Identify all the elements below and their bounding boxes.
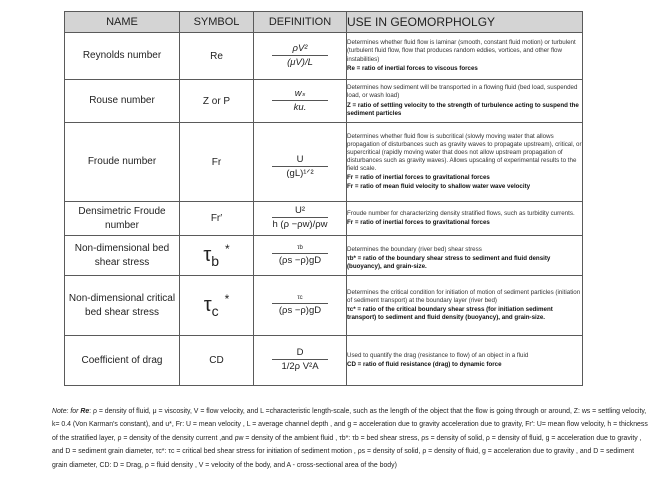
row-use (347, 276, 583, 336)
definition-numerator: U (272, 154, 328, 167)
row-definition (254, 276, 347, 336)
use-ratio: Re = ratio of inertial forces to viscous forces (347, 64, 478, 72)
row-symbol (180, 236, 254, 276)
definition-numerator: wₛ (272, 88, 328, 101)
symbol-sub: c (211, 303, 219, 319)
definition-numerator: ρV² (272, 43, 328, 56)
definition-numerator: τb (272, 244, 328, 254)
row-name: Non-dimensional critical bed shear stress (65, 276, 180, 336)
table-note (52, 405, 648, 472)
header-definition: DEFINITION (254, 12, 347, 33)
symbol-sup: * (224, 292, 230, 306)
note-prefix: Note: for (52, 408, 81, 415)
use-description: Determines the boundary (river bed) shear stress (347, 245, 482, 253)
use-description: Determines how sediment will be transported in a flowing fluid (bed load, suspended load, or wash load) (347, 84, 578, 100)
header-symbol: SYMBOL (180, 12, 254, 33)
definition-denominator: (ρs −ρ)gD (278, 304, 322, 316)
row-name: Reynolds number (65, 33, 180, 80)
row-definition (254, 336, 347, 386)
definition-numerator: D (272, 347, 328, 360)
row-definition (254, 33, 347, 80)
table-row (65, 276, 583, 336)
definition-denominator: h (ρ −ρw)/ρw (272, 219, 328, 230)
row-use (347, 123, 583, 202)
row-name: Coefficient of drag (65, 336, 180, 386)
row-use (347, 33, 583, 80)
note-text: : ρ = density of fluid, μ = viscosity, V = flow velocity, and L =characteristic length-scale, such as the length of the object that the flow is going through or around, Z: ws = settling velocity, k= 0.4 (Von Karman's constant), and u*, Fr: U = mean velocity , L = average channel depth , and g = acceleration due to gravity acceleration due to gravity, Fr′: U= mean flow velocity, h = thickness of the stratified layer, ρ = density of the density current ,and ρw = density of the ambient fluid , τb*: τb = bed shear stress, ρs = density of solid, ρ = density of fluid, g = acceleration due to gravity , and D = sediment grain diameter, τc*: τc = critical bed shear stress for initiation of sediment motion , ρs = density of solid, ρ = density of fluid, g = acceleration due to gravity , and D = sediment grain diameter, CD: D = Drag, ρ = fluid density , V = velocity of the body, and A - cross-sectional area of the body) (52, 408, 648, 469)
table-row (65, 236, 583, 276)
definition-denominator: (μV)/L (287, 56, 313, 68)
symbol-base: τ (203, 244, 212, 266)
definition-denominator: (gL)¹ᐟ² (286, 167, 314, 179)
definition-numerator: τc (272, 294, 328, 304)
use-description: Used to quantify the drag (resistance to flow) of an object in a fluid (347, 351, 529, 359)
definition-denominator: 1/2ρ V²A (281, 361, 319, 372)
use-ratio: τc* = ratio of the critical boundary shear stress (for initiation sediment transport) to sediment and fluid density (buoyancy), and grain-size. (347, 306, 553, 322)
use-description: Determines whether fluid flow is laminar (smooth, constant fluid motion) or turbulent (turbulent fluid flow, flow that produces random eddies, vortices, and other flow instabilities) (347, 39, 576, 63)
use-ratio: Fr = ratio of inertial forces to gravitational forces (347, 219, 490, 226)
row-symbol: CD (180, 336, 254, 386)
row-name: Densimetric Froude number (65, 202, 180, 236)
row-definition (254, 236, 347, 276)
row-name: Froude number (65, 123, 180, 202)
header-use: USE IN GEOMORPHOLGY (347, 12, 583, 33)
geomorphology-table (64, 11, 583, 386)
row-name: Non-dimensional bed shear stress (65, 236, 180, 276)
table-row (65, 202, 583, 236)
symbol-sub: b (211, 253, 220, 269)
header-row (65, 12, 583, 33)
symbol-sup: * (225, 242, 230, 256)
definition-numerator: U² (272, 205, 328, 218)
use-description: Determines the critical condition for initiation of motion of sediment particles (initiation of sediment transport) at the boundary layer (river bed) (347, 288, 581, 304)
row-symbol: Re (180, 33, 254, 80)
header-name: NAME (65, 12, 180, 33)
row-definition (254, 202, 347, 236)
table-row (65, 33, 583, 80)
use-ratio: Z = ratio of settling velocity to the strength of turbulence acting to suspend the sediment particles (347, 101, 579, 117)
symbol-base: τ (203, 294, 212, 316)
row-use (347, 336, 583, 386)
row-use (347, 202, 583, 236)
use-ratio: CD = ratio of fluid resistance (drag) to dynamic force (347, 361, 502, 368)
use-ratio: Fr = ratio of inertial forces to gravitational forces (347, 174, 490, 182)
row-use (347, 236, 583, 276)
row-symbol: Z or P (180, 80, 254, 123)
use-ratio: Fr = ratio of mean fluid velocity to shallow water wave velocity (347, 183, 531, 191)
use-description: Froude number for characterizing density stratified flows, such as turbidity currents. (347, 209, 575, 217)
row-definition (254, 123, 347, 202)
table-row (65, 123, 583, 202)
table-row (65, 80, 583, 123)
table-row (65, 336, 583, 386)
row-name: Rouse number (65, 80, 180, 123)
use-ratio: τb* = ratio of the boundary shear stress to sediment and fluid density (buoyancy), and grain-size. (347, 254, 551, 271)
row-symbol: Fr (180, 123, 254, 202)
note-re-label: Re (80, 408, 90, 415)
definition-denominator: ku. (293, 101, 307, 113)
row-use (347, 80, 583, 123)
row-definition (254, 80, 347, 123)
definition-denominator: (ρs −ρ)gD (278, 254, 322, 266)
use-description: Determines whether fluid flow is subcritical (slowly moving water that allows propagation of disturbances such as gravity waves to propagate upstream), critical, or supercritical (rapidly moving water that does not allow upstream propagation of disturbances such as gravity waves). Allows upscaling of experimental results to the field scale. (347, 132, 582, 173)
row-symbol (180, 276, 254, 336)
row-symbol: Fr′ (180, 202, 254, 236)
